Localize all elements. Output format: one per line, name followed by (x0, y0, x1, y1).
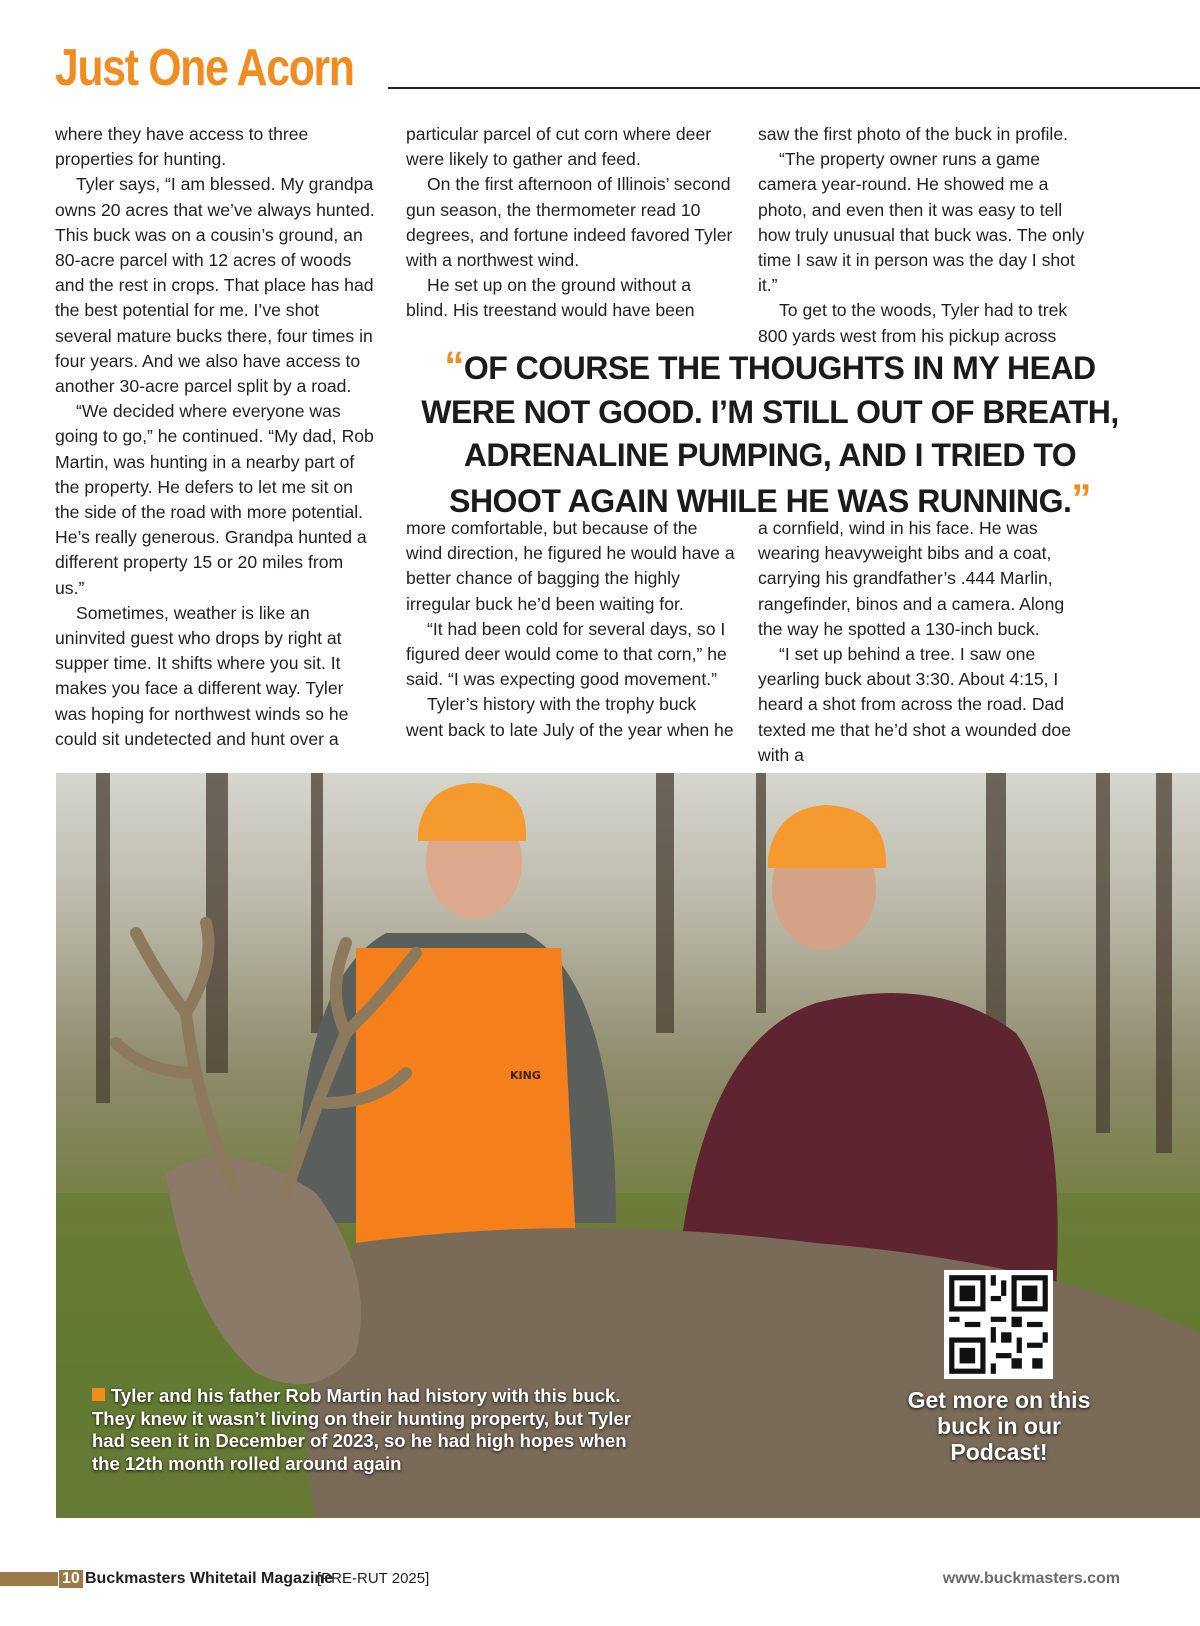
qr-code-pattern (944, 1270, 1053, 1379)
pull-quote-text: OF COURSE THE THOUGHTS IN MY HEAD WERE NOT GOOD. I’M STILL OUT OF BREATH, ADRENALINE PUMPING, AND I TRIED TO SHOOT AGAIN WHILE HE WAS RUNNING. (421, 350, 1119, 519)
qr-code-icon[interactable] (944, 1270, 1053, 1379)
paragraph: On the first afternoon of Illinois’ second gun season, the thermometer read 10 degrees, and fortune indeed favored Tyler with a northwest wind. (406, 174, 733, 271)
paragraph: “It had been cold for several days, so I figured deer would come to that corn,” he said. “I was expecting good movement.” (406, 618, 727, 690)
paragraph: Tyler’s history with the trophy buck went back to late July of the year when he (406, 694, 734, 740)
website-link[interactable]: www.buckmasters.com (942, 1570, 1120, 1587)
hunting-photo (56, 773, 1200, 1518)
paragraph: Tyler says, “I am blessed. My grandpa owns 20 acres that we’ve always hunted. This buck was on a cousin’s ground, an 80-acre parcel with 12 acres of woods and the rest in crops. That place has had the best potential for me. I’ve shot several mature bucks there, four times in four years. And we also have access to another 30-acre parcel split by a road. (55, 174, 375, 397)
paragraph: He set up on the ground without a blind. His treestand would have been (406, 275, 695, 321)
page-number: 10 (59, 1570, 83, 1588)
section-title: Just One Acorn (55, 39, 354, 97)
paragraph: “I set up behind a tree. I saw one yearling buck about 3:30. About 4:15, I heard a shot from across the road. Dad texted me that he’d shot a wounded doe with a (758, 644, 1072, 765)
paragraph: Sometimes, weather is like an uninvited guest who drops by right at supper time. It shifts where you sit. It makes you face a different way. Tyler was hoping for northwest winds so he could sit undetected and hunt over a (55, 602, 349, 749)
pull-quote (410, 345, 1130, 523)
open-quote-mark: “ (444, 344, 464, 388)
page-header (55, 38, 1200, 98)
magazine-name: Buckmasters Whitetail Magazine (85, 1570, 334, 1587)
page-footer (0, 1568, 1200, 1590)
caption-bullet-icon (92, 1388, 105, 1401)
close-quote-mark: ” (1071, 476, 1091, 521)
footer-bar (0, 1572, 58, 1586)
paragraph: saw the first photo of the buck in profile. (758, 124, 1069, 144)
paragraph: To get to the woods, Tyler had to trek 800 yards west from his pickup across (758, 300, 1068, 346)
podcast-cta: Get more on this buck in our Podcast! (907, 1387, 1091, 1465)
paragraph: “We decided where everyone was going to go,” he continued. “My dad, Rob Martin, was hunting in a nearby part of the property. He defers to let me sit on the side of the road with more potential. He’s really generous. Grandpa hunted a different property 15 or 20 miles from us.” (55, 401, 374, 598)
caption-text: Tyler and his father Rob Martin had history with this buck. They knew it wasn’t living on their hunting property, but Tyler had seen it in December of 2023, so he had high hopes when the 12th month rolled around again (92, 1385, 631, 1474)
header-rule (388, 87, 1200, 89)
article-column-1 (55, 122, 375, 752)
vest-brand: KING (510, 1069, 541, 1082)
article-column-3-bottom (758, 516, 1088, 768)
paragraph: more comfortable, but because of the wind direction, he figured he would have a better chance of bagging the highly irregular buck he’d been waiting for. (406, 518, 735, 614)
article-column-2-bottom (406, 516, 736, 743)
photo-caption (92, 1385, 652, 1475)
issue-label: [PRE-RUT 2025] (317, 1570, 430, 1587)
paragraph: “The property owner runs a game camera year-round. He showed me a photo, and even then it was easy to tell how truly unusual that buck was. The only time I saw it in person was the day I shot it.” (758, 149, 1085, 296)
article-column-2-top (406, 122, 736, 324)
paragraph: a cornfield, wind in his face. He was wearing heavyweight bibs and a coat, carrying his grandfather’s .444 Marlin, rangefinder, binos and a camera. Along the way he spotted a 130-inch buck. (758, 518, 1065, 639)
paragraph: where they have access to three properties for hunting. (55, 124, 309, 170)
paragraph: particular parcel of cut corn where deer were likely to gather and feed. (406, 124, 712, 170)
article-column-3-top (758, 122, 1088, 349)
